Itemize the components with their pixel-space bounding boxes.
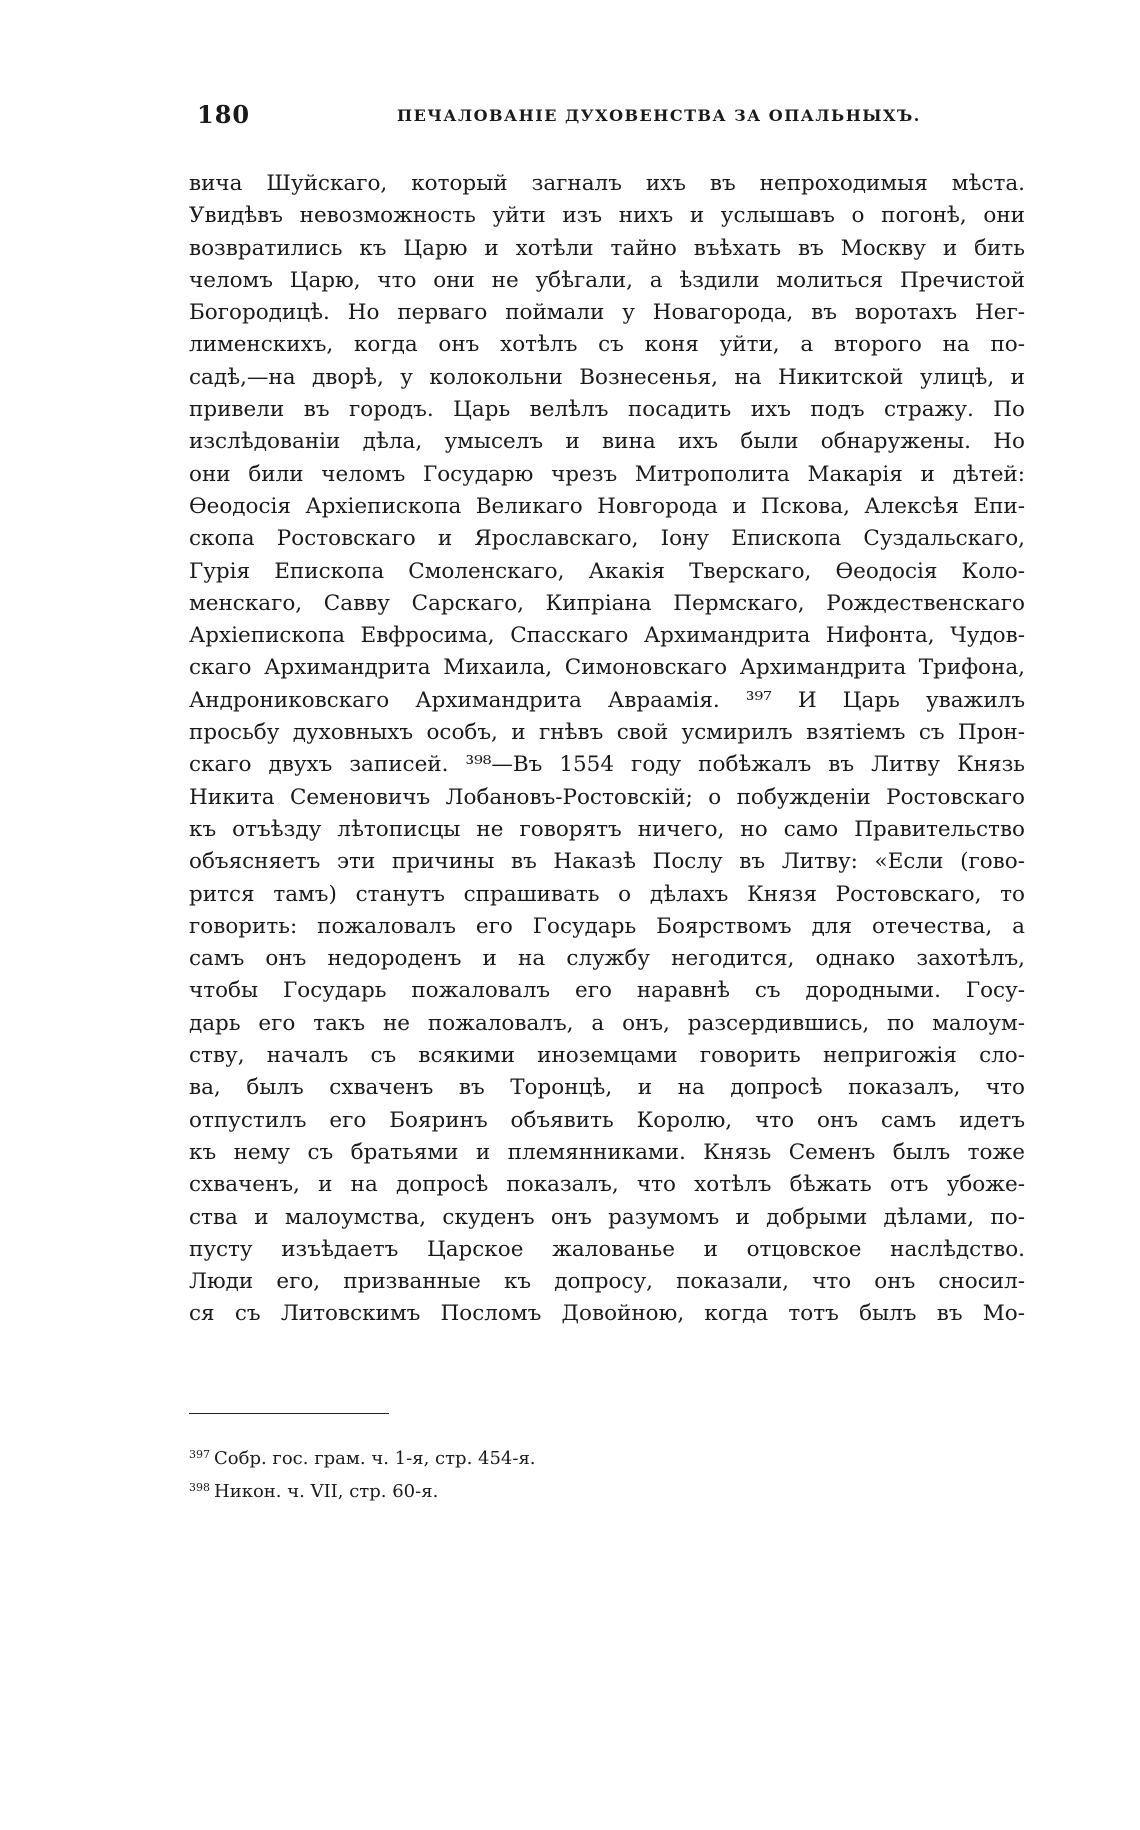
footnote-text: Никон. ч. VII, стр. 60-я. <box>214 1481 439 1502</box>
text-line: къ отъѣзду лѣтописцы не говорятъ ничего, но само Правительство <box>189 816 1025 842</box>
text-line: они били челомъ Государю чрезъ Митрополита Макарія и дѣтей: <box>189 461 1025 487</box>
text-line: дарь его такъ не пожаловалъ, а онъ, разсердившись, по малоум- <box>189 1010 1025 1036</box>
footnotes <box>189 1438 889 1504</box>
footnote-divider <box>189 1413 389 1414</box>
text-line: челомъ Царю, что они не убѣгали, а ѣздили молиться Пречистой <box>189 267 1025 293</box>
footnote-mark: 397 <box>189 1448 210 1461</box>
running-title: ПЕЧАЛОВАНІЕ ДУХОВЕНСТВА ЗА ОПАЛЬНЫХЪ. <box>397 106 921 125</box>
text-line: говорить: пожаловалъ его Государь Боярствомъ для отечества, а <box>189 913 1025 939</box>
text-line: Андрониковскаго Архимандрита Авраамія. ³⁹⁷ И Царь уважилъ <box>189 687 1025 713</box>
text-line: рится тамъ) станутъ спрашивать о дѣлахъ Князя Ростовскаго, то <box>189 881 1025 907</box>
text-line: чтобы Государь пожаловалъ его наравнѣ съ дородными. Госу- <box>189 978 1025 1004</box>
text-line: Увидѣвъ невозможность уйти изъ нихъ и услышавъ о погонѣ, они <box>189 203 1025 229</box>
text-line: пусту изъѣдаетъ Царское жалованье и отцовское наслѣдство. <box>189 1236 1025 1262</box>
text-line: самъ онъ недороденъ и на службу негодится, однако захотѣлъ, <box>189 946 1025 972</box>
text-line: изслѣдованіи дѣла, умыселъ и вина ихъ были обнаружены. Но <box>189 429 1025 455</box>
text-line: возвратились къ Царю и хотѣли тайно въѣхать въ Москву и бить <box>189 235 1025 261</box>
text-line: ся съ Литовскимъ Посломъ Довойною, когда тотъ былъ въ Мо- <box>189 1301 1025 1327</box>
text-line: скаго Архимандрита Михаила, Симоновскаго Архимандрита Трифона, <box>189 655 1025 681</box>
text-line: Гурія Епископа Смоленскаго, Акакія Тверскаго, Ѳеодосія Коло- <box>189 558 1025 584</box>
body-text <box>189 168 1025 1331</box>
footnote-mark: 398 <box>189 1481 210 1494</box>
text-line: къ нему съ братьями и племянниками. Князь Семенъ былъ тоже <box>189 1139 1025 1165</box>
text-line: менскаго, Савву Сарскаго, Кипріана Пермскаго, Рождественскаго <box>189 590 1025 616</box>
footnote <box>189 1438 889 1471</box>
text-line: объясняетъ эти причины въ Наказѣ Послу въ Литву: «Если (гово- <box>189 849 1025 875</box>
text-line: ству, началъ съ всякими иноземцами говорить непригожія сло- <box>189 1043 1025 1069</box>
text-line: ва, былъ схваченъ въ Торонцѣ, и на допросѣ показалъ, что <box>189 1075 1025 1101</box>
page-number: 180 <box>197 100 251 129</box>
text-line: отпустилъ его Бояринъ объявить Королю, что онъ самъ идетъ <box>189 1107 1025 1133</box>
text-line: садѣ,—на дворѣ, у колокольни Вознесенья, на Никитской улицѣ, и <box>189 364 1025 390</box>
text-line: Ѳеодосія Архіепископа Великаго Новгорода и Пскова, Алексѣя Епи- <box>189 493 1025 519</box>
text-line: схваченъ, и на допросѣ показалъ, что хотѣлъ бѣжать отъ убоже- <box>189 1172 1025 1198</box>
text-line: ства и малоумства, скуденъ онъ разумомъ и добрыми дѣлами, по- <box>189 1204 1025 1230</box>
text-line: скаго двухъ записей. ³⁹⁸—Въ 1554 году побѣжалъ въ Литву Князь <box>189 752 1025 778</box>
footnote <box>189 1471 889 1504</box>
text-line: Архіепископа Евфросима, Спасскаго Архимандрита Нифонта, Чудов- <box>189 623 1025 649</box>
text-line: Богородицѣ. Но перваго поймали у Новагорода, въ воротахъ Нег- <box>189 300 1025 326</box>
text-line: лименскихъ, когда онъ хотѣлъ съ коня уйти, а второго на по- <box>189 332 1025 358</box>
footnote-text: Собр. гос. грам. ч. 1-я, стр. 454-я. <box>214 1448 536 1469</box>
text-line: привели въ городъ. Царь велѣлъ посадить ихъ подъ стражу. По <box>189 397 1025 423</box>
text-line: просьбу духовныхъ особъ, и гнѣвъ свой усмирилъ взятіемъ съ Прон- <box>189 720 1025 746</box>
text-line: Люди его, призванные къ допросу, показали, что онъ сносил- <box>189 1269 1025 1295</box>
text-line: Никита Семеновичъ Лобановъ-Ростовскій; о побужденіи Ростовскаго <box>189 784 1025 810</box>
text-line: вича Шуйскаго, который загналъ ихъ въ непроходимыя мѣста. <box>189 171 1025 196</box>
page-header <box>197 100 1017 136</box>
text-line: скопа Ростовскаго и Ярославскаго, Іону Епископа Суздальскаго, <box>189 526 1025 552</box>
